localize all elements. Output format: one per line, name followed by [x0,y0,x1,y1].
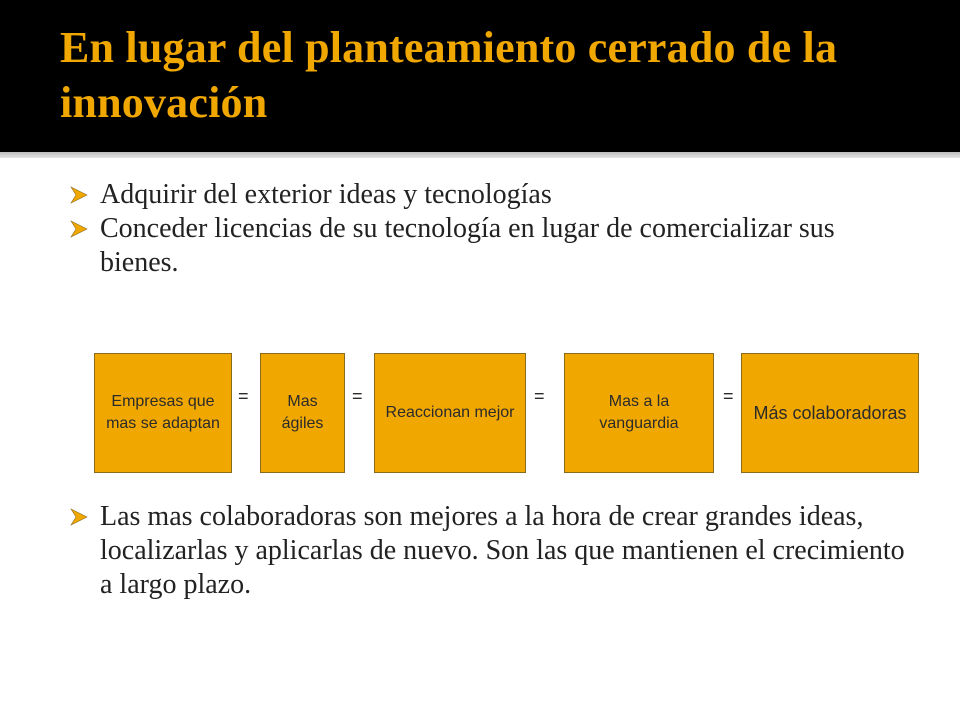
bullet-item [70,212,910,280]
bullet-list-top [70,178,910,280]
diagram-box-adapt: Empresas que mas se adaptan [94,353,232,473]
title-bar [0,0,960,152]
bullet-text: Las mas colaboradoras son mejores a la hora de crear grandes ideas, localizarlas y aplicarlas de nuevo. Son las que mantienen el crecimiento a largo plazo. [100,501,905,600]
equals-sign: = [723,386,734,406]
bullet-item [70,178,910,212]
equals-sign: = [534,386,545,406]
bullet-item [70,500,910,602]
slide-title: En lugar del planteamiento cerrado de la innovación [60,23,838,127]
bullet-list-bottom [70,500,910,602]
title-divider [0,152,960,158]
diagram-box-collaborative: Más colaboradoras [741,353,919,473]
arrowhead-icon [70,186,88,204]
diagram-box-vanguard: Mas a la vanguardia [564,353,714,473]
arrowhead-icon [70,508,88,526]
diagram-box-agile: Mas ágiles [260,353,345,473]
equals-sign: = [238,386,249,406]
bullet-text: Conceder licencias de su tecnología en lugar de comercializar sus bienes. [100,213,835,278]
diagram-box-react: Reaccionan mejor [374,353,526,473]
equals-sign: = [352,386,363,406]
arrowhead-icon [70,220,88,238]
bullet-text: Adquirir del exterior ideas y tecnologías [100,179,552,210]
